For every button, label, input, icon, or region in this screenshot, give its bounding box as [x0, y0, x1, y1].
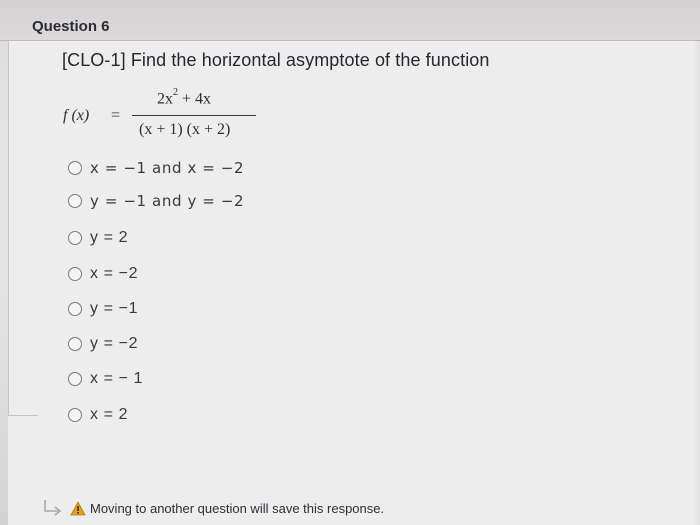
answer-option[interactable]	[68, 227, 128, 249]
answer-option-label: y = 2	[90, 229, 129, 246]
fraction-bar	[132, 115, 256, 116]
radio-button[interactable]	[68, 231, 82, 245]
question-prompt: [CLO-1] Find the horizontal asymptote of the function	[62, 50, 490, 70]
radio-button[interactable]	[68, 267, 82, 281]
radio-button[interactable]	[68, 337, 82, 351]
answer-option[interactable]	[68, 333, 138, 355]
answer-option-label: x = 2	[90, 406, 129, 423]
numerator-exponent: 2	[173, 87, 178, 98]
radio-button[interactable]	[68, 372, 82, 386]
equals-sign: =	[111, 107, 121, 124]
radio-button[interactable]	[68, 161, 82, 175]
function-name: f (x)	[63, 107, 90, 124]
save-notice-text: Moving to another question will save this response.	[90, 500, 385, 516]
numerator-rest: + 4x	[178, 90, 212, 108]
radio-button[interactable]	[68, 408, 82, 422]
answer-option-label: x = −1 and x = −2	[90, 159, 245, 177]
answer-option-label: y = −1 and y = −2	[90, 192, 245, 210]
answer-option-label: x = − 1	[90, 370, 144, 387]
answer-option-label: x = −2	[90, 265, 139, 282]
answer-option[interactable]	[68, 157, 244, 179]
answer-option[interactable]	[68, 404, 128, 426]
answer-option-label: y = −1	[90, 300, 139, 317]
answer-option[interactable]	[68, 368, 143, 390]
answer-option[interactable]	[68, 298, 138, 320]
fraction-denominator: (x + 1) (x + 2)	[139, 121, 231, 138]
numerator-coefficient: 2x	[157, 90, 173, 108]
panel-border-bottom	[8, 415, 38, 416]
warning-icon	[70, 501, 86, 516]
fraction-numerator	[157, 89, 211, 108]
panel-border	[8, 41, 9, 416]
page-edge-shadow	[694, 40, 700, 525]
radio-button[interactable]	[68, 302, 82, 316]
answer-option[interactable]	[68, 190, 244, 212]
answer-option[interactable]	[68, 263, 138, 285]
radio-button[interactable]	[68, 194, 82, 208]
return-arrow-icon	[42, 499, 64, 517]
question-title: Question 6	[32, 18, 110, 35]
save-notice	[42, 499, 384, 517]
answer-option-label: y = −2	[90, 335, 139, 352]
